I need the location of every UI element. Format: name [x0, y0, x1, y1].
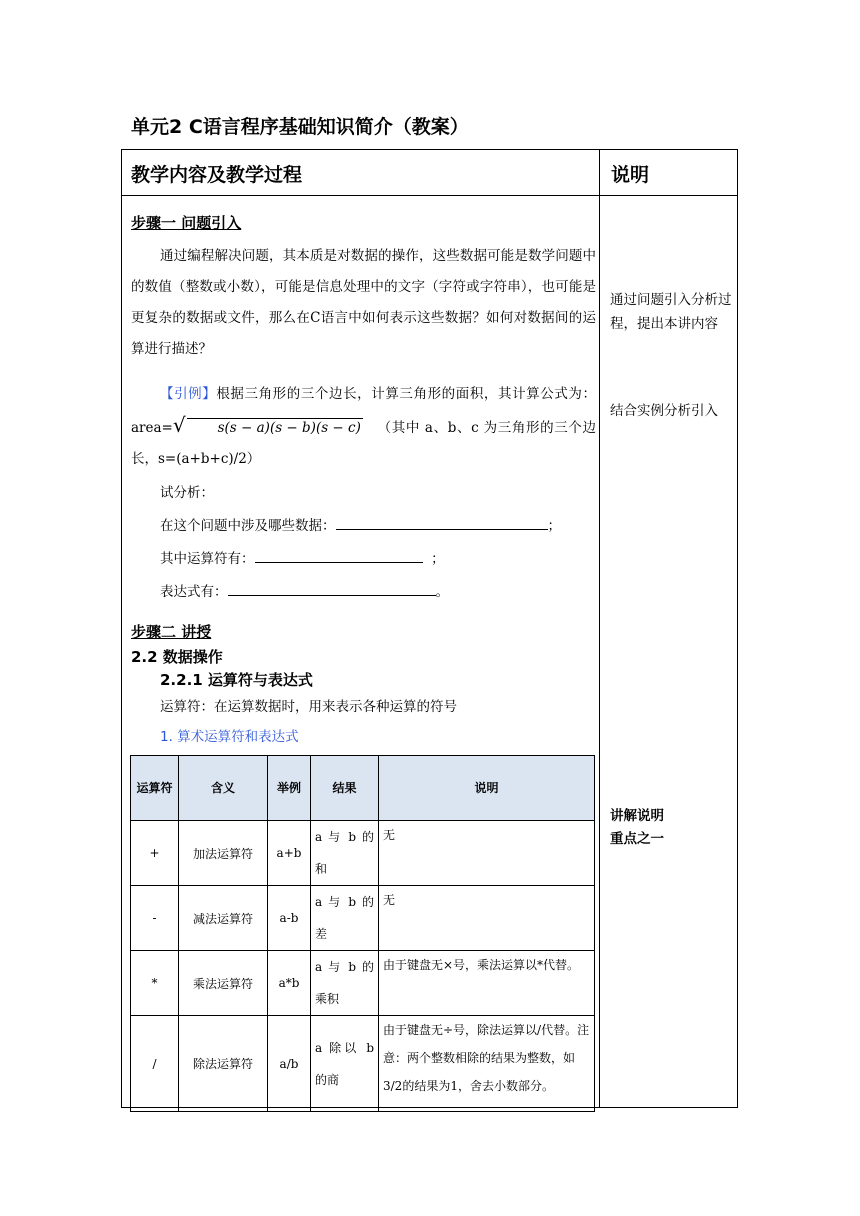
- cell-note: 无: [379, 821, 595, 886]
- cell-operator: /: [131, 1016, 179, 1112]
- question-expressions-end: 。: [435, 584, 449, 600]
- section-heading: 2.2 数据操作: [131, 648, 223, 666]
- col-header-operator: 运算符: [131, 756, 179, 821]
- example-tag: 【引例】: [160, 386, 217, 402]
- try-label: 试分析：: [160, 485, 214, 501]
- cell-note: 由于键盘无÷号，除法运算以/代替。注意：两个整数相除的结果为整数，如3/2的结果为1，舍去小数部分。: [379, 1016, 595, 1112]
- table-header-row: [131, 756, 595, 821]
- col-header-meaning: 含义: [179, 756, 268, 821]
- cell-example: a-b: [268, 886, 311, 951]
- cell-operator: +: [131, 821, 179, 886]
- side-note-lecture-line1: 讲解说明: [610, 808, 664, 824]
- cell-example: a/b: [268, 1016, 311, 1112]
- cell-meaning: 减法运算符: [179, 886, 268, 951]
- side-note-intro: 通过问题引入分析过程，提出本讲内容: [610, 292, 732, 332]
- side-note-lecture-line2: 重点之一: [610, 831, 664, 847]
- header-content-process: 教学内容及教学过程: [131, 164, 303, 186]
- cell-operator: *: [131, 951, 179, 1016]
- cell-example: a+b: [268, 821, 311, 886]
- sqrt-icon: √: [172, 413, 186, 437]
- cell-note: 无: [379, 886, 595, 951]
- cell-note: 由于键盘无×号，乘法运算以*代替。: [379, 951, 595, 1016]
- arithmetic-operators-table: [130, 755, 595, 1112]
- question-operators-label: 其中运算符有：: [160, 551, 255, 567]
- example-paragraph: [131, 379, 596, 475]
- col-header-note: 说明: [379, 756, 595, 821]
- step2-heading: 步骤二 讲授: [131, 623, 212, 641]
- question-data: [131, 510, 596, 543]
- formula-note: （其中 a、b、c 为三角形的三个边长，s=(a+b+c)/2）: [131, 420, 596, 467]
- header-divider: [122, 195, 737, 196]
- list-title: 1. 算术运算符和表达式: [160, 729, 299, 745]
- cell-result: a 与 b 的和: [311, 821, 379, 886]
- side-note-example: 结合实例分析引入: [610, 403, 718, 419]
- cell-result: a 与 b 的乘积: [311, 951, 379, 1016]
- document-title: 单元2 C语言程序基础知识简介（教案）: [131, 116, 469, 138]
- answer-blank-data[interactable]: [336, 515, 548, 530]
- table-row: [131, 951, 595, 1016]
- table-row: [131, 1016, 595, 1112]
- heron-formula: s(s − a)(s − b)(s − c): [187, 418, 363, 437]
- table-row: [131, 821, 595, 886]
- col-header-example: 举例: [268, 756, 311, 821]
- subsection-heading: 2.2.1 运算符与表达式: [160, 671, 313, 689]
- column-divider: [599, 150, 600, 1107]
- cell-meaning: 加法运算符: [179, 821, 268, 886]
- answer-blank-expressions[interactable]: [228, 581, 436, 596]
- answer-blank-operators[interactable]: [255, 548, 423, 563]
- cell-meaning: 除法运算符: [179, 1016, 268, 1112]
- question-operators: [131, 543, 596, 576]
- question-expressions: [131, 576, 596, 609]
- cell-result: a 除以 b 的商: [311, 1016, 379, 1112]
- lesson-content: [131, 212, 596, 750]
- question-operators-end: ；: [431, 551, 445, 567]
- cell-operator: -: [131, 886, 179, 951]
- step1-intro: 通过编程解决问题，其本质是对数据的操作，这些数据可能是数学问题中的数值（整数或小数），可能是信息处理中的文字（字符或字符串），也可能是更复杂的数据或文件，那么在C语言中如何表示这些数据？如何对数据间的运算进行描述？: [131, 248, 596, 357]
- col-header-result: 结果: [311, 756, 379, 821]
- header-notes: 说明: [611, 164, 650, 186]
- side-note-lecture: [610, 805, 732, 851]
- step1-heading: 步骤一 问题引入: [131, 214, 242, 232]
- cell-example: a*b: [268, 951, 311, 1016]
- cell-meaning: 乘法运算符: [179, 951, 268, 1016]
- question-expressions-label: 表达式有：: [160, 584, 228, 600]
- question-data-label: 在这个问题中涉及哪些数据：: [160, 518, 336, 534]
- table-row: [131, 886, 595, 951]
- cell-result: a 与 b 的差: [311, 886, 379, 951]
- example-text: 根据三角形的三个边长，计算三角形的面积，其计算公式为：area=: [131, 386, 597, 436]
- operator-definition: 运算符：在运算数据时，用来表示各种运算的符号: [160, 699, 457, 715]
- question-data-end: ；: [547, 518, 561, 534]
